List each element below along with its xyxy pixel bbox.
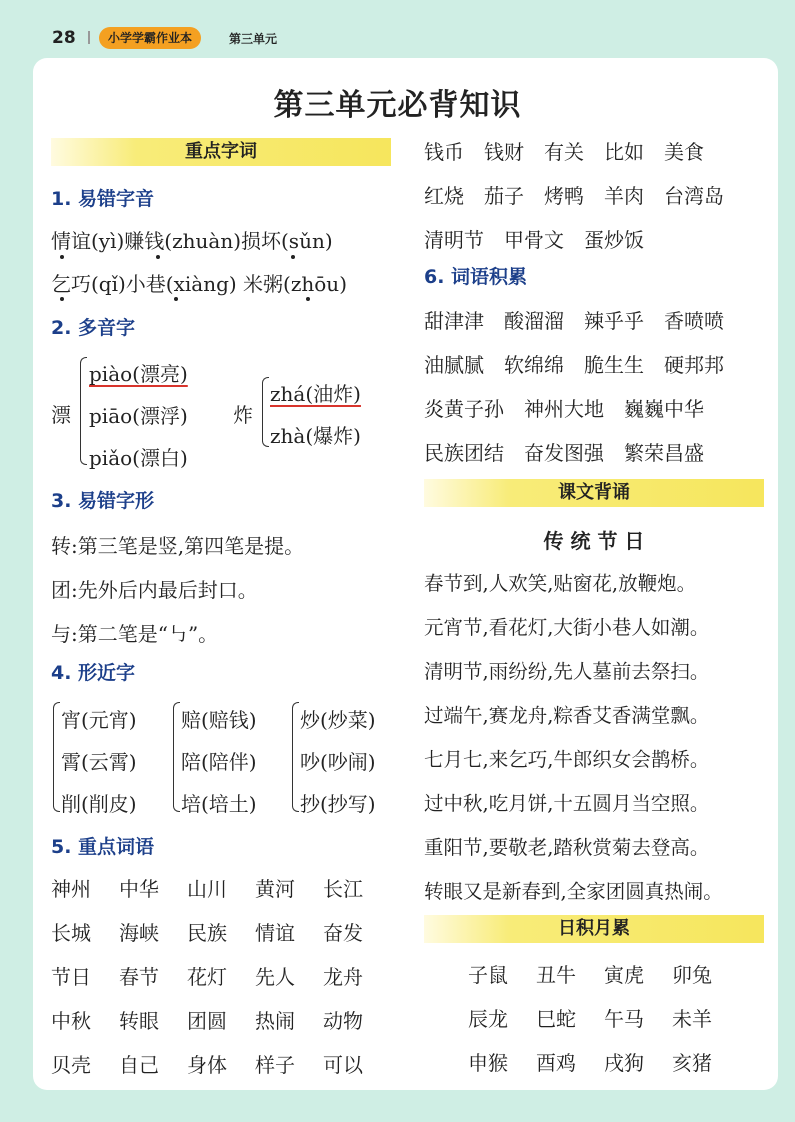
term-row [424,172,769,216]
glyph-line: 与:第二笔是“㇉”。 [51,622,219,646]
term-row [424,128,769,172]
similar-char: 赔(赔钱) [181,708,257,732]
vocab: 脆生生 [584,352,644,377]
brace [173,702,180,812]
polyphone-char-1: 漂 [51,403,71,427]
glyph-line: 团:先外后内最后封口。 [51,578,258,602]
emphasis-dot [174,297,178,301]
term: 情谊 [255,920,295,945]
page-number: 28 [52,28,76,48]
polyphone-option: piǎo(漂白) [89,446,188,470]
term: 热闹 [255,1008,295,1033]
term: 转眼 [119,1008,159,1033]
vocab-row [424,341,769,385]
term: 比如 [604,139,644,164]
heading-pronunciation: 1. 易错字音 [51,188,155,210]
poem-line: 重阳节,要敬老,踏秋赏菊去登高。 [424,836,710,859]
pronunciation-text-2: 乞巧(qǐ)小巷(xiàng) 米粥(zhōu) [51,272,347,296]
term: 长城 [51,920,91,945]
zodiac: 戌狗 [604,1050,644,1075]
key-terms-grid [51,865,391,1085]
vocab: 酸溜溜 [504,308,564,333]
key-terms-continued [424,128,769,260]
banner-recitation: 课文背诵 [424,479,764,507]
vocab: 甜津津 [424,308,484,333]
vocab-row [424,429,769,473]
term-row [51,953,391,997]
pronunciation-text-1: 情谊(yì)赚钱(zhuàn)损坏(sǔn) [51,229,333,253]
term: 红烧 [424,183,464,208]
polyphone-option: zhà(爆炸) [270,424,361,448]
polyphone-option-text: piào(漂亮) [89,362,188,386]
term: 动物 [323,1008,363,1033]
polyphone-option: piāo(漂浮) [89,404,188,428]
emphasis-dot [60,297,64,301]
similar-char: 宵(元宵) [61,708,137,732]
emphasis-dot [306,297,310,301]
heading-polyphone: 2. 多音字 [51,317,136,339]
term: 春节 [119,964,159,989]
term: 自己 [119,1052,159,1077]
similar-char: 陪(陪伴) [181,750,257,774]
glyph-line: 转:第三笔是竖,第四笔是提。 [51,534,305,558]
term: 甲骨文 [504,227,564,252]
zodiac: 子鼠 [468,962,508,987]
vocab: 巍巍中华 [624,396,704,421]
vocab: 炎黄子孙 [424,396,504,421]
vocab: 油腻腻 [424,352,484,377]
page-header [0,0,795,62]
pronunciation-line-1 [51,225,333,254]
vocab: 软绵绵 [504,352,564,377]
term: 可以 [323,1052,363,1077]
zodiac: 寅虎 [604,962,644,987]
similar-char: 培(培土) [181,792,257,816]
zodiac: 酉鸡 [536,1050,576,1075]
term-row [51,1041,391,1085]
header-divider [88,31,90,44]
term: 龙舟 [323,964,363,989]
term: 钱币 [424,139,464,164]
brace [262,377,269,447]
term: 清明节 [424,227,484,252]
zodiac: 亥猪 [672,1050,712,1075]
book-name-badge: 小学学霸作业本 [99,27,201,49]
term: 羊肉 [604,183,644,208]
term: 长江 [323,876,363,901]
poem-line: 春节到,人欢笑,贴窗花,放鞭炮。 [424,572,697,595]
poem-title: 传 统 节 日 [543,529,645,553]
zodiac: 申猴 [468,1050,508,1075]
term: 茄子 [484,183,524,208]
term: 有关 [544,139,584,164]
poem-line: 转眼又是新春到,全家团圆真热闹。 [424,880,723,903]
vocab-row [424,385,769,429]
vocab: 繁荣昌盛 [624,440,704,465]
polyphone-char-2: 炸 [233,403,253,427]
term: 民族 [187,920,227,945]
zodiac: 卯兔 [672,962,712,987]
heading-vocab: 6. 词语积累 [424,266,528,288]
heading-glyph: 3. 易错字形 [51,490,155,512]
vocab: 奋发图强 [524,440,604,465]
emphasis-dot [291,255,295,259]
zodiac-row [468,951,748,995]
vocab: 民族团结 [424,440,504,465]
zodiac: 辰龙 [468,1006,508,1031]
pronunciation-line-2 [51,268,347,297]
emphasis-dot [60,255,64,259]
zodiac: 午马 [604,1006,644,1031]
heading-key-terms: 5. 重点词语 [51,836,155,858]
similar-char: 霄(云霄) [61,750,137,774]
banner-accumulation: 日积月累 [424,915,764,943]
poem-line: 元宵节,看花灯,大街小巷人如潮。 [424,616,710,639]
term: 山川 [187,876,227,901]
term: 花灯 [187,964,227,989]
banner-key-words: 重点字词 [51,138,391,166]
term: 奋发 [323,920,363,945]
term: 中秋 [51,1008,91,1033]
emphasis-dot [156,255,160,259]
vocab-row [424,297,769,341]
brace [292,702,299,812]
vocab-grid [424,297,769,473]
term: 样子 [255,1052,295,1077]
zodiac-grid [468,951,748,1083]
poem-line: 过中秋,吃月饼,十五圆月当空照。 [424,792,710,815]
term: 节日 [51,964,91,989]
term-row [51,865,391,909]
similar-char: 吵(吵闹) [300,750,376,774]
vocab: 香喷喷 [664,308,724,333]
term-row [51,997,391,1041]
polyphone-option-text: zhá(油炸) [270,382,361,406]
term: 烤鸭 [544,183,584,208]
polyphone-option [89,358,188,387]
poem-line: 过端午,赛龙舟,粽香艾香满堂飘。 [424,704,710,727]
term: 神州 [51,876,91,901]
zodiac: 未羊 [672,1006,712,1031]
term-row [51,909,391,953]
poem-line: 清明节,雨纷纷,先人墓前去祭扫。 [424,660,710,683]
term: 海峡 [119,920,159,945]
term: 中华 [119,876,159,901]
term-row [424,216,769,260]
vocab: 辣乎乎 [584,308,644,333]
brace [80,357,87,465]
term: 美食 [664,139,704,164]
heading-similar: 4. 形近字 [51,662,136,684]
term: 钱财 [484,139,524,164]
term: 蛋炒饭 [584,227,644,252]
unit-label: 第三单元 [229,32,278,46]
poem-line: 七月七,来乞巧,牛郎织女会鹊桥。 [424,748,710,771]
term: 台湾岛 [664,183,724,208]
vocab: 硬邦邦 [664,352,724,377]
similar-char: 炒(炒菜) [300,708,376,732]
similar-char: 抄(抄写) [300,792,376,816]
zodiac: 巳蛇 [536,1006,576,1031]
zodiac: 丑牛 [536,962,576,987]
similar-char: 削(削皮) [61,792,137,816]
term: 团圆 [187,1008,227,1033]
brace [53,702,60,812]
zodiac-row [468,1039,748,1083]
term: 贝壳 [51,1052,91,1077]
vocab: 神州大地 [524,396,604,421]
polyphone-option [270,378,361,407]
term: 先人 [255,964,295,989]
page-title: 第三单元必背知识 [273,88,522,123]
term: 身体 [187,1052,227,1077]
term: 黄河 [255,876,295,901]
zodiac-row [468,995,748,1039]
